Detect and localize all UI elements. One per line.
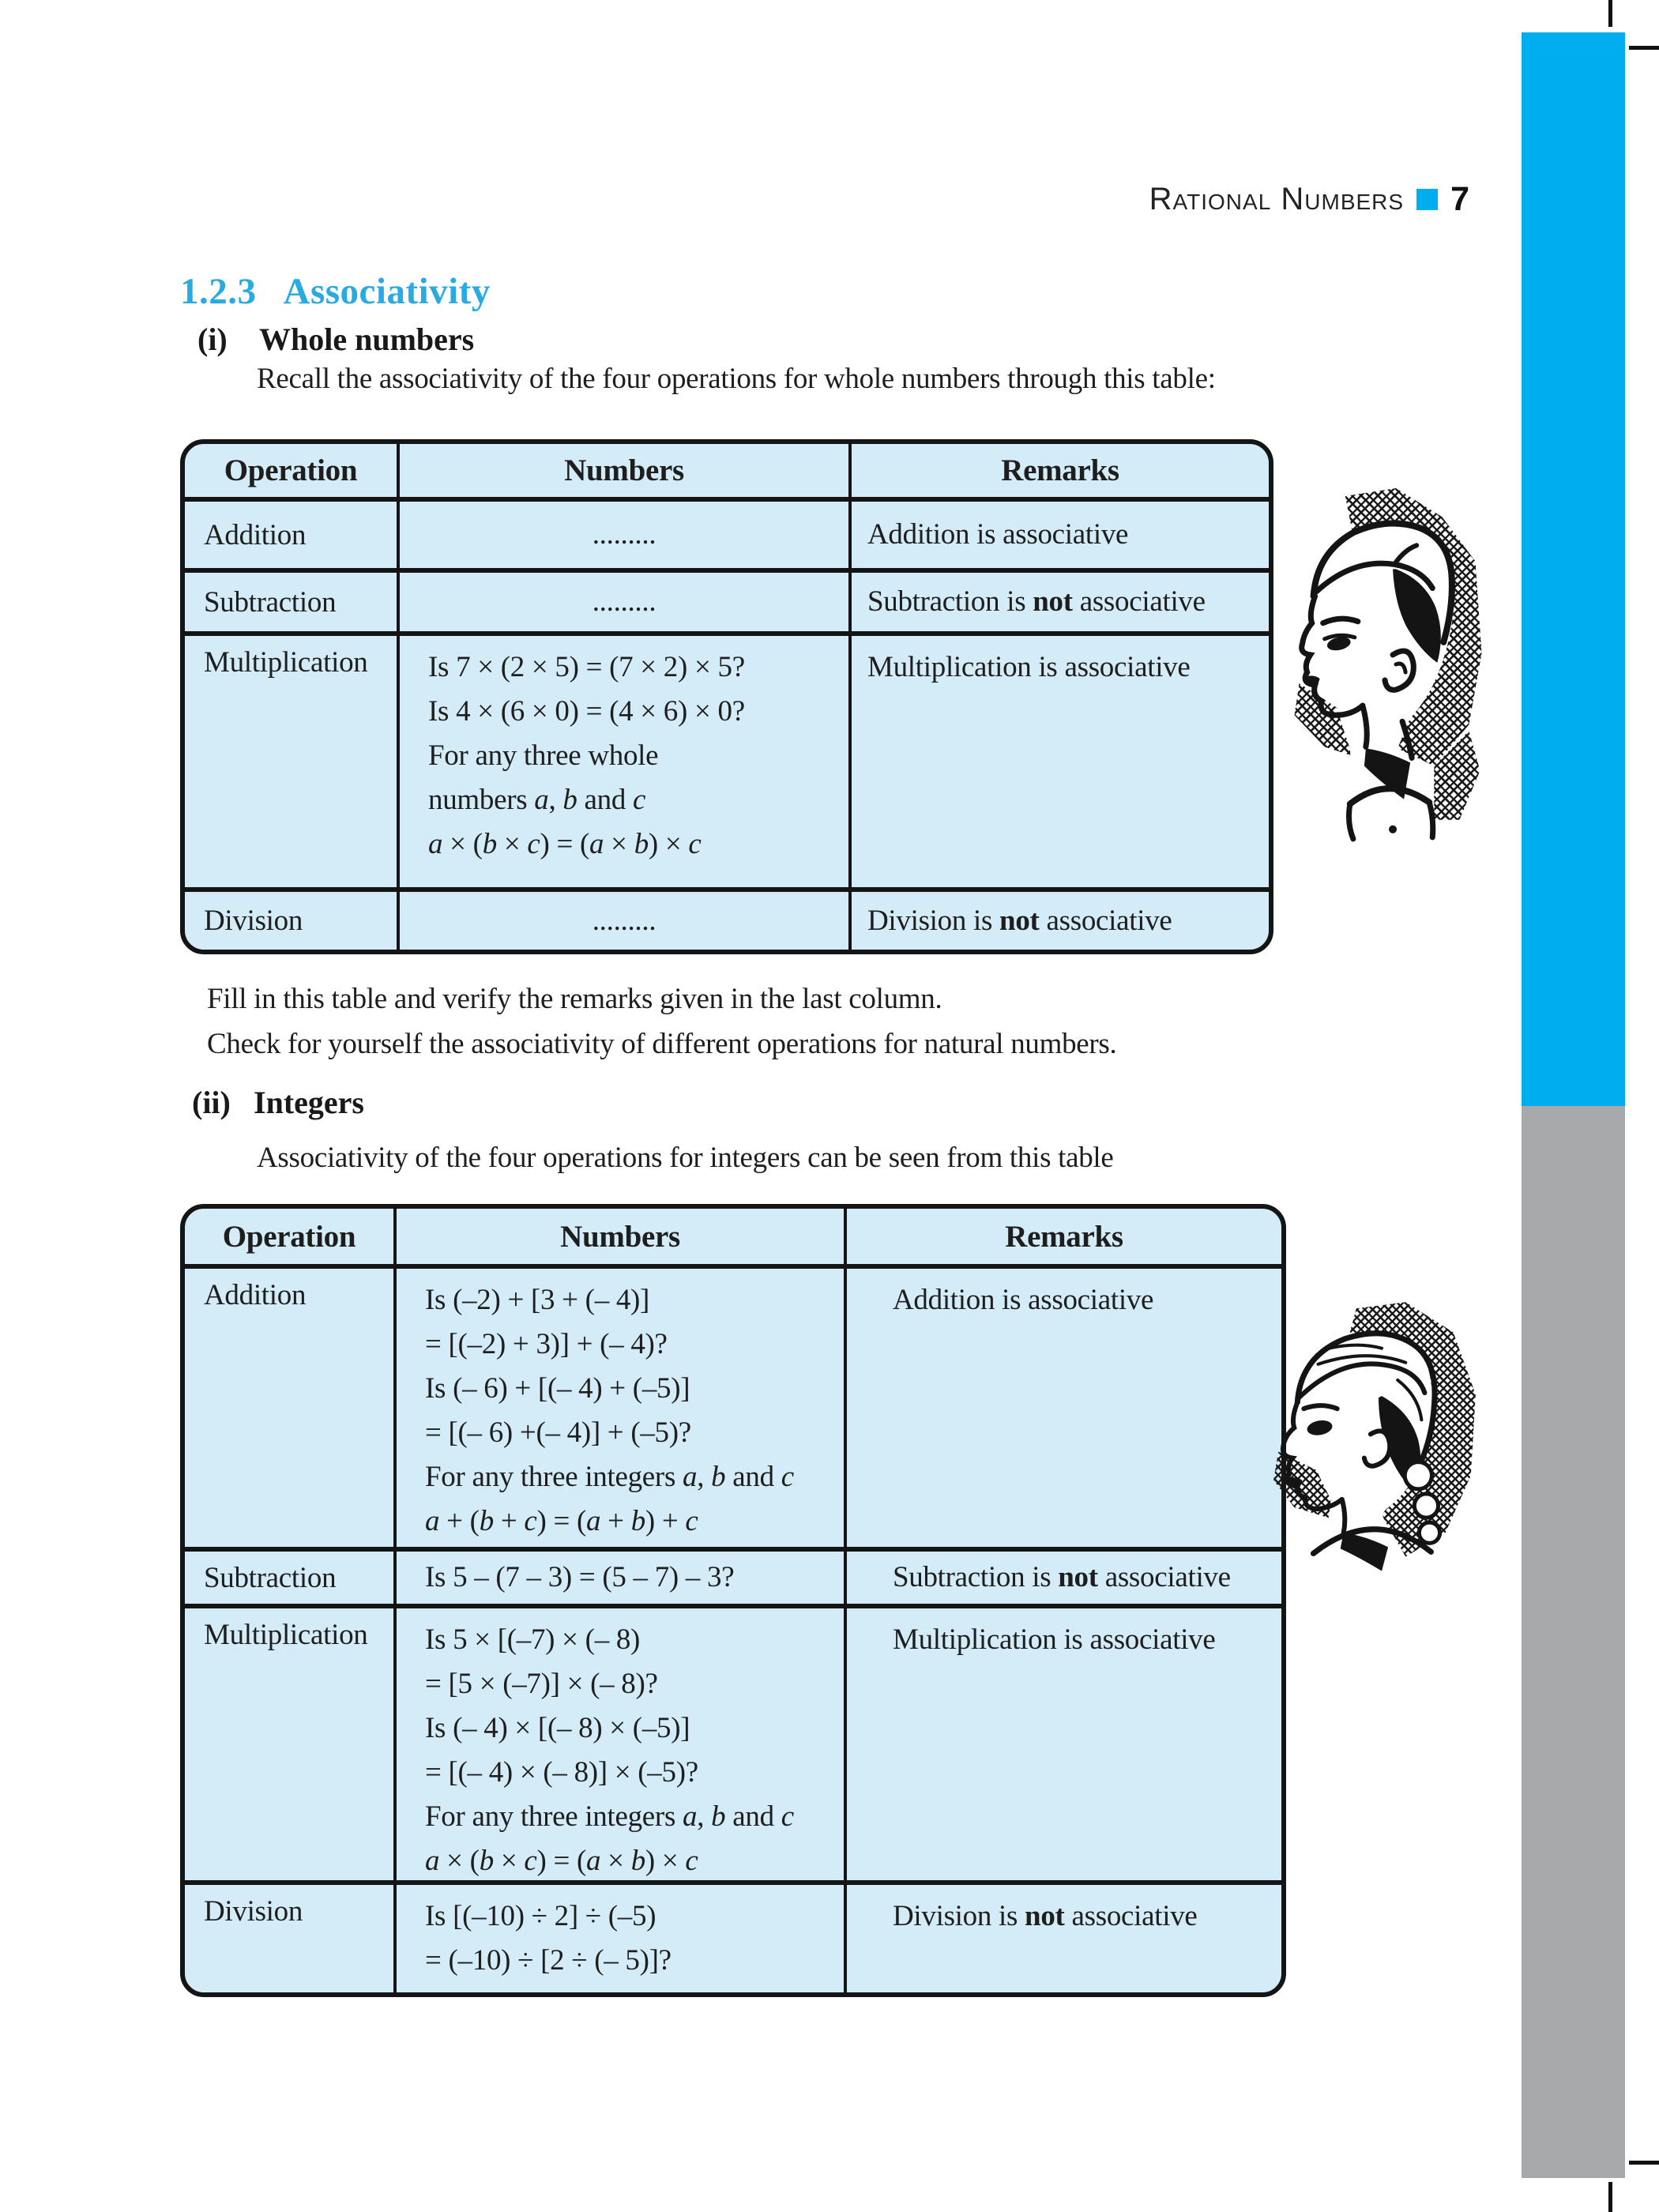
whole-numbers-table [180,439,1273,954]
table-cell-operation: Division [185,1885,397,1992]
table-cell-numbers: Is 7 × (2 × 5) = (7 × 2) × 5? Is 4 × (6 × 0) = (4 × 6) × 0? For any three whole numbers a, b and c a × (b × c) = (a × b) × c [400,636,852,892]
column-header-operation: Operation [185,1209,397,1269]
table-cell-remarks: Multiplication is associative [852,636,1269,892]
subsection-title: Integers [254,1085,364,1120]
table-cell-numbers: ......... [400,573,852,636]
column-header-remarks: Remarks [852,444,1269,502]
edge-bar-blue [1522,32,1625,1106]
note-line: Check for yourself the associativity of different operations for natural numbers. [207,1028,1117,1060]
subsection-integers [192,1084,364,1121]
fill-table-note [207,976,1116,1066]
whole-numbers-intro: Recall the associativity of the four operations for whole numbers through this table: [257,363,1216,395]
subsection-label: (ii) [192,1085,231,1120]
table-cell-remarks: Subtraction is not associative [847,1552,1281,1608]
subsection-label: (i) [198,322,228,357]
crop-mark-bottom-vertical [1608,2182,1612,2212]
integers-intro: Associativity of the four operations for integers can be seen from this table [257,1142,1114,1174]
crop-mark-bottom-horizontal [1629,2161,1659,2165]
square-bullet-icon [1416,189,1438,210]
table-cell-numbers: Is 5 – (7 – 3) = (5 – 7) – 3? [397,1552,847,1608]
table-cell-remarks: Addition is associative [852,502,1269,573]
table-cell-numbers: Is (–2) + [3 + (– 4)] = [(–2) + 3)] + (– 4)? Is (– 6) + [(– 4) + (–5)] = [(– 6) +(– 4)] + (–5)? For any three integers a, b and c a + (b + c) = (a + b) + c [397,1269,847,1552]
column-header-operation: Operation [185,444,400,502]
table-cell-operation: Subtraction [185,1552,397,1608]
note-line: Fill in this table and verify the remarks given in the last column. [207,983,942,1015]
chapter-title: Rational Numbers [1149,182,1405,216]
table-cell-numbers: Is [(–10) ÷ 2] ÷ (–5) = (–10) ÷ [2 ÷ (– 5)]? [397,1885,847,1992]
subsection-whole-numbers [198,321,474,358]
column-header-numbers: Numbers [397,1209,847,1269]
subsection-title: Whole numbers [259,322,475,357]
table-cell-operation: Subtraction [185,573,400,636]
edge-bar-gray [1522,1106,1625,2178]
table-cell-numbers: ......... [400,892,852,950]
table-cell-numbers: ......... [400,502,852,573]
boy-illustration [1277,487,1490,866]
running-head [1149,180,1469,219]
integers-table [180,1204,1286,1997]
column-header-numbers: Numbers [400,444,852,502]
section-number: 1.2.3 [180,271,257,312]
section-title: Associativity [283,271,491,312]
table-cell-numbers: Is 5 × [(–7) × (– 8) = [5 × (–7)] × (– 8)? Is (– 4) × [(– 8) × (–5)] = [(– 4) × (– 8)] × (–5)? For any three integers a, b and c a × (b × c) = (a × b) × c [397,1608,847,1885]
table-cell-remarks: Division is not associative [867,904,1172,937]
table-cell-remarks: Multiplication is associative [847,1608,1281,1885]
table-cell-operation: Multiplication [185,1608,397,1885]
table-cell-operation: Addition [185,1269,397,1552]
girl-illustration [1262,1300,1493,1591]
table-cell-operation: Division [185,892,400,950]
table-cell-operation: Addition [185,502,400,573]
table-cell-operation: Multiplication [185,636,400,892]
column-header-remarks: Remarks [847,1209,1281,1269]
table-cell-remarks: Addition is associative [847,1269,1281,1552]
crop-mark-top-horizontal [1629,46,1659,50]
crop-mark-top-vertical [1608,0,1612,27]
section-heading [180,270,491,313]
table-cell-remarks: Division is not associative [893,1900,1198,1932]
table-cell-remarks: Subtraction is not associative [852,573,1269,636]
page-number: 7 [1450,180,1469,218]
